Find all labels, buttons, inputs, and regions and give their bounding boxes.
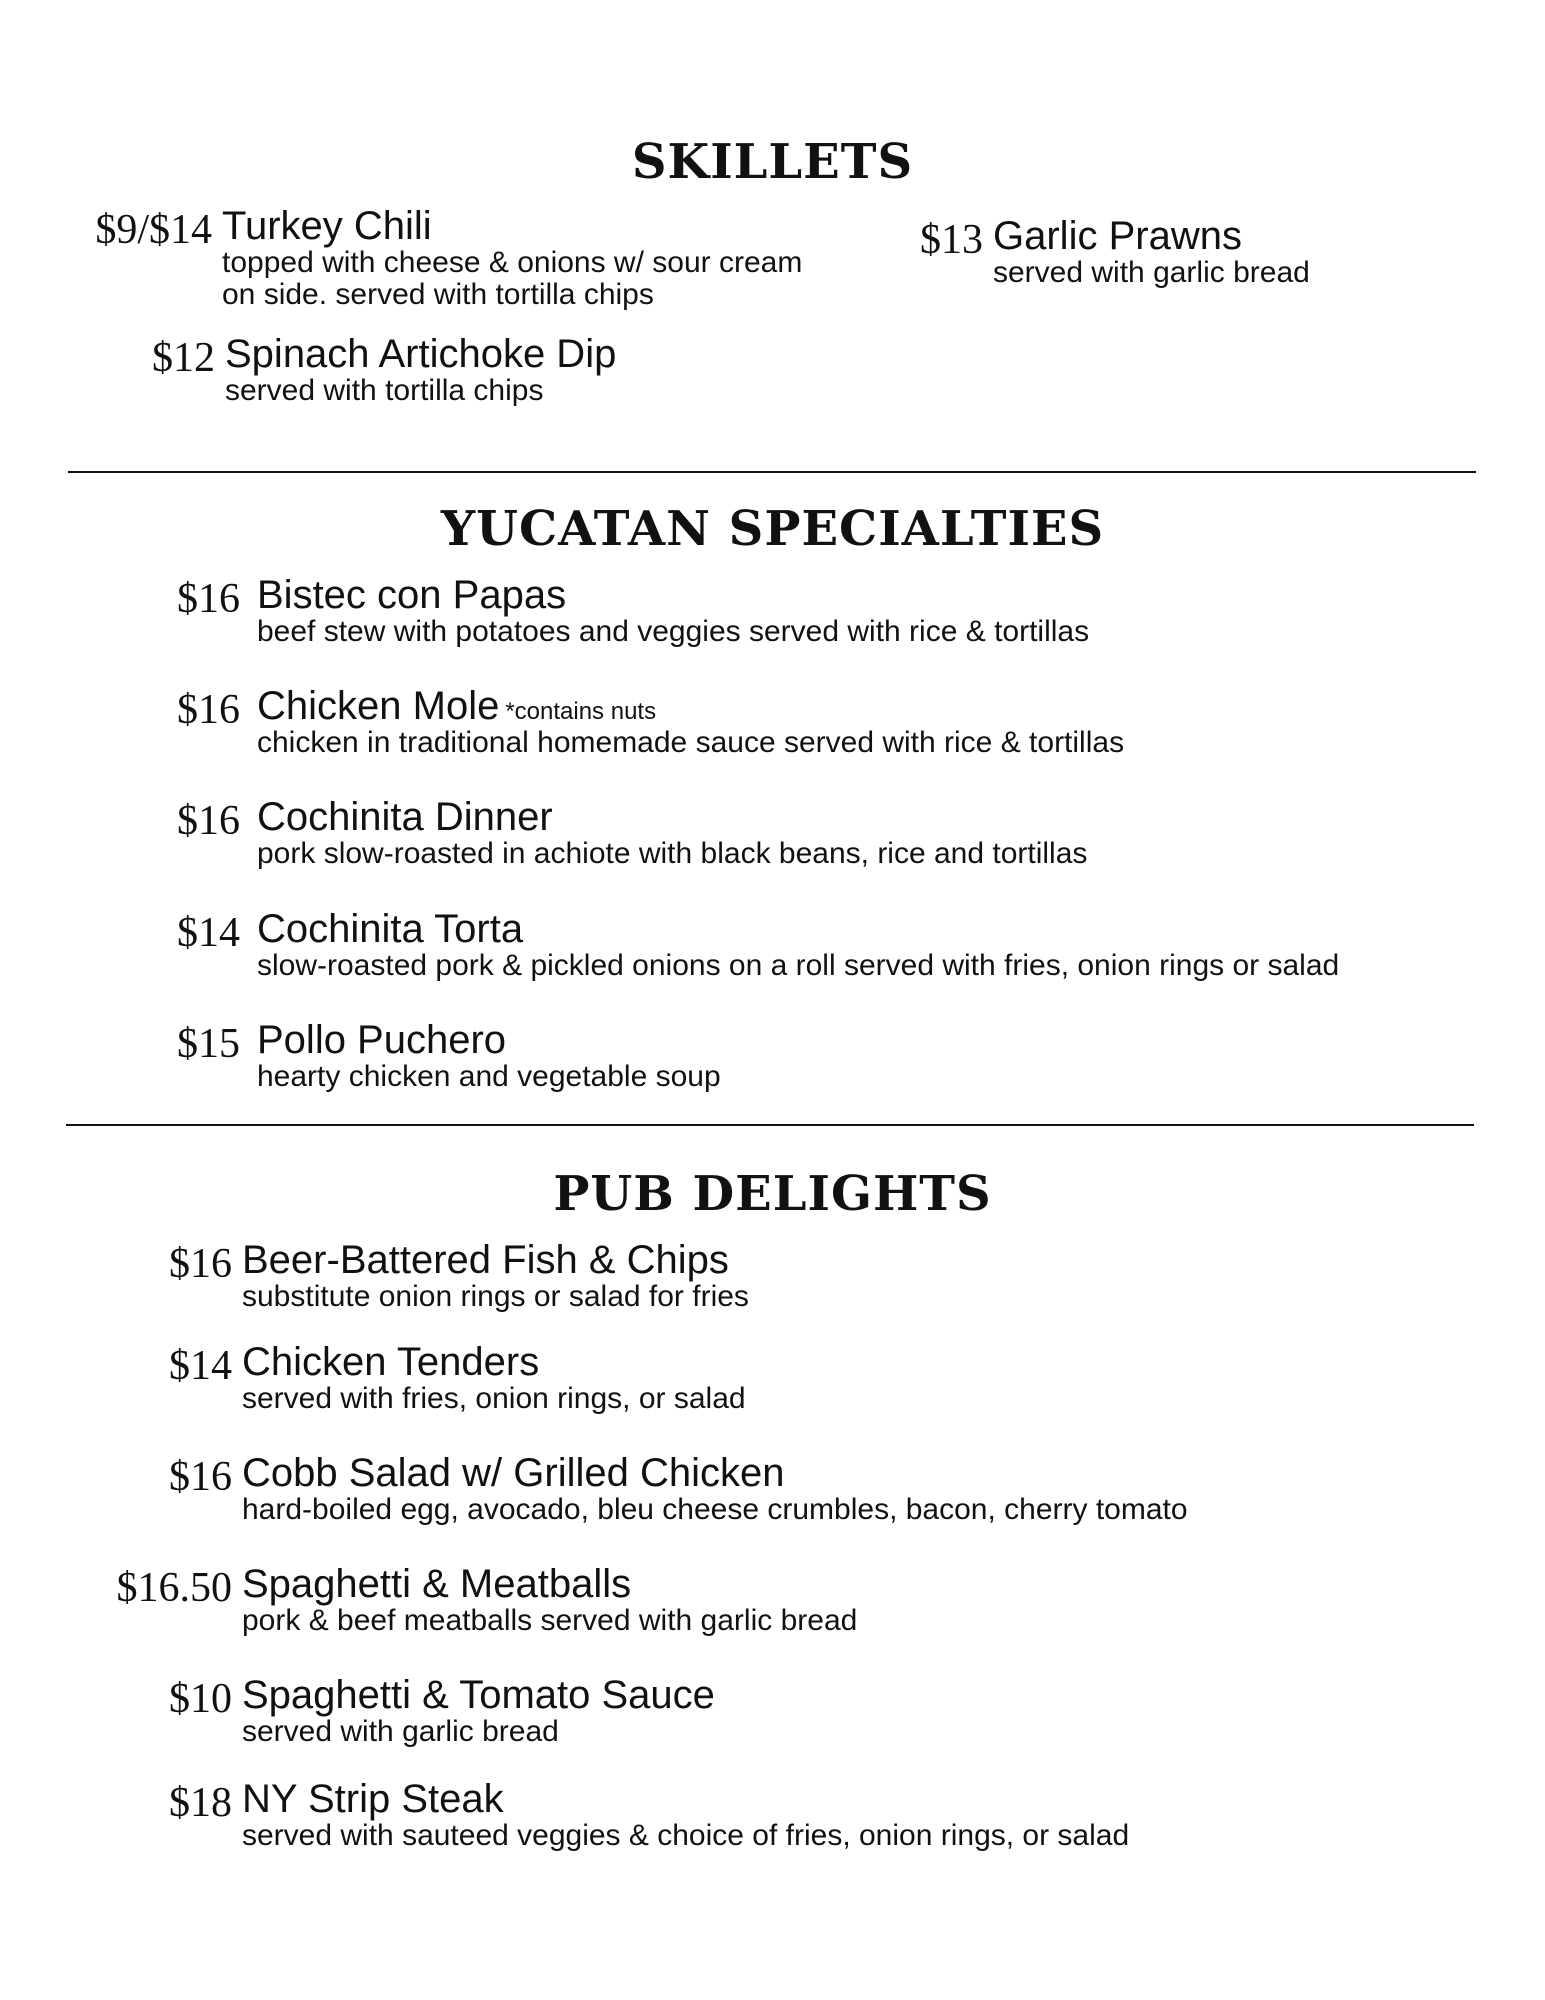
section-divider (68, 471, 1476, 473)
item-description: hearty chicken and vegetable soup (257, 1060, 721, 1093)
menu-item-cobb-salad (169, 1451, 1482, 1526)
allergen-note: *contains nuts (505, 698, 657, 725)
item-price: $14 (177, 910, 240, 956)
item-description: topped with cheese & onions w/ sour cream on side. served with tortilla chips (222, 246, 803, 312)
item-price: $15 (177, 1021, 240, 1067)
item-name: Cobb Salad w/ Grilled Chicken (242, 1451, 785, 1495)
menu-item-fish-and-chips (169, 1238, 1482, 1313)
menu-item-spinach-artichoke-dip (152, 332, 845, 407)
item-description: served with garlic bread (993, 256, 1310, 289)
item-name: Garlic Prawns (993, 214, 1242, 258)
menu-item-bistec-con-papas (177, 573, 1487, 648)
item-name: Cochinita Torta (257, 907, 524, 951)
item-price: $16 (177, 687, 240, 733)
item-description: hard-boiled egg, avocado, bleu cheese crumbles, bacon, cherry tomato (242, 1493, 1188, 1526)
item-name: Turkey Chili (222, 204, 432, 248)
item-description: pork slow-roasted in achiote with black beans, rice and tortillas (257, 837, 1088, 870)
menu-item-chicken-tenders (169, 1340, 1482, 1415)
item-description: chicken in traditional homemade sauce served with rice & tortillas (257, 726, 1125, 759)
menu-item-cochinita-dinner (177, 795, 1487, 870)
item-name: Chicken Tenders (242, 1340, 540, 1384)
item-price: $14 (169, 1343, 232, 1389)
menu-item-pollo-puchero (177, 1018, 1487, 1093)
menu-item-chicken-mole (177, 684, 1487, 759)
item-price: $10 (169, 1676, 232, 1722)
item-name: Spaghetti & Meatballs (242, 1562, 632, 1606)
item-name: Spinach Artichoke Dip (225, 332, 617, 376)
item-description: served with fries, onion rings, or salad (242, 1382, 746, 1415)
menu-item-turkey-chili (95, 204, 842, 312)
item-description: served with garlic bread (242, 1715, 559, 1748)
item-description: pork & beef meatballs served with garlic bread (242, 1604, 858, 1637)
menu-item-spaghetti-meatballs (116, 1562, 1482, 1637)
item-price: $16 (177, 798, 240, 844)
item-name: NY Strip Steak (242, 1777, 504, 1821)
menu-item-spaghetti-tomato-sauce (169, 1673, 1482, 1748)
section-divider (66, 1124, 1474, 1126)
item-name: Cochinita Dinner (257, 795, 553, 839)
item-description: substitute onion rings or salad for fries (242, 1280, 749, 1313)
menu-item-ny-strip-steak (169, 1777, 1482, 1852)
item-description: beef stew with potatoes and veggies served with rice & tortillas (257, 615, 1090, 648)
item-description: served with tortilla chips (225, 374, 544, 407)
menu-item-garlic-prawns (920, 214, 1493, 289)
section-title-yucatan-specialties: YUCATAN SPECIALTIES (440, 501, 1105, 557)
item-price: $16.50 (116, 1565, 232, 1611)
item-name: Pollo Puchero (257, 1018, 507, 1062)
item-price: $12 (152, 335, 215, 381)
item-description: served with sauteed veggies & choice of fries, onion rings, or salad (242, 1819, 1130, 1852)
menu-item-cochinita-torta (177, 907, 1487, 982)
item-name: Chicken Mole (257, 684, 500, 728)
item-price: $16 (177, 576, 240, 622)
item-price: $9/$14 (95, 207, 212, 253)
item-price: $18 (169, 1780, 232, 1826)
item-price: $13 (920, 217, 983, 263)
section-title-pub-delights: PUB DELIGHTS (553, 1166, 992, 1222)
section-title-skillets: SKILLETS (631, 134, 914, 190)
item-price: $16 (169, 1241, 232, 1287)
item-price: $16 (169, 1454, 232, 1500)
item-name: Spaghetti & Tomato Sauce (242, 1673, 715, 1717)
item-description: slow-roasted pork & pickled onions on a roll served with fries, onion rings or salad (257, 949, 1340, 982)
item-name: Bistec con Papas (257, 573, 567, 617)
item-name: Beer-Battered Fish & Chips (242, 1238, 729, 1282)
